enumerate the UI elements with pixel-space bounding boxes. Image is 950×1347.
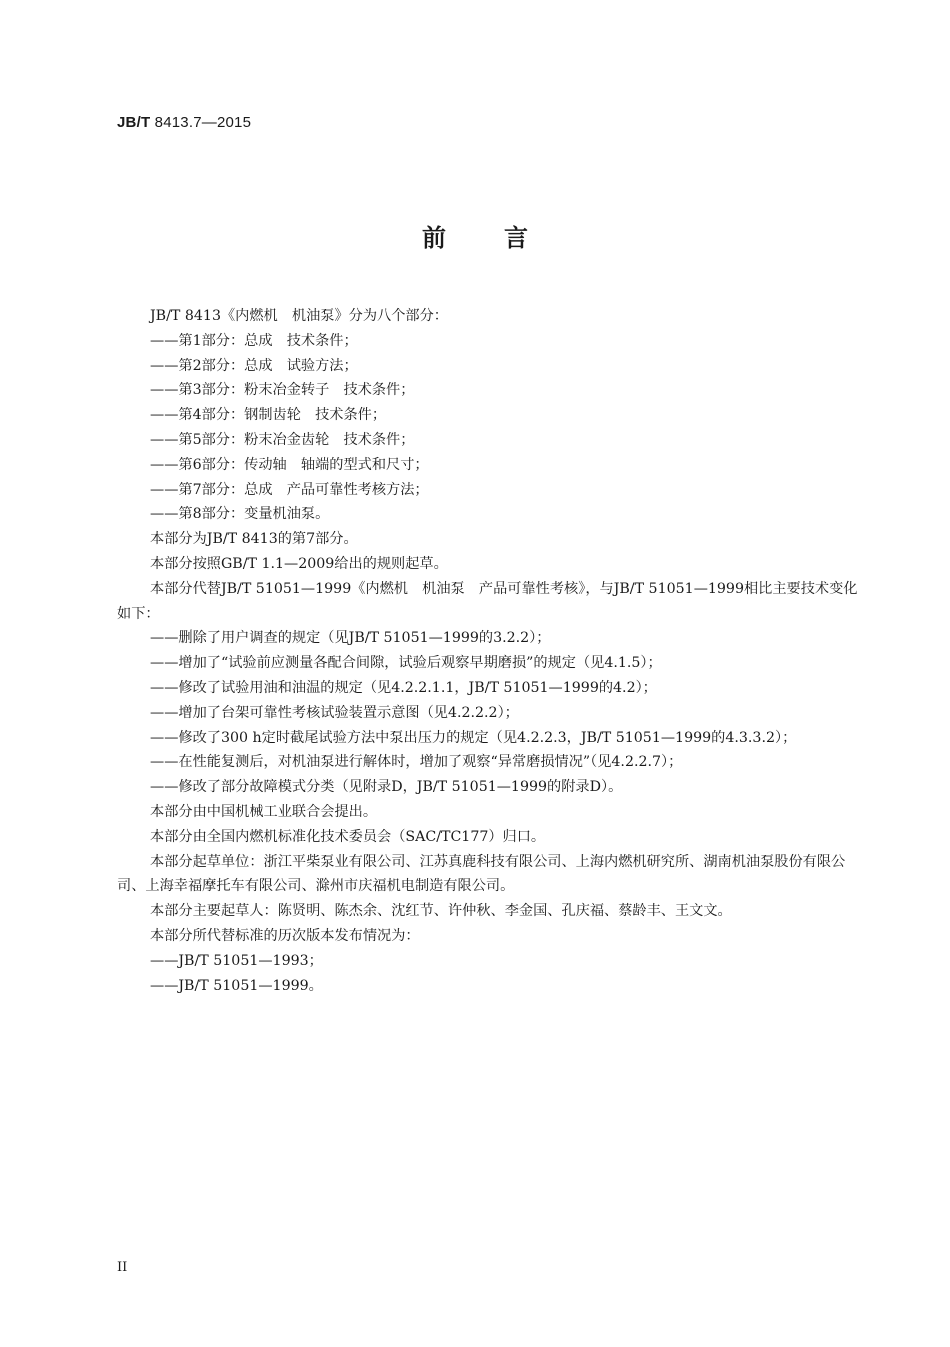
standard-number: 8413.7—2015	[150, 114, 252, 131]
part-item-2: ——第2部分：总成 试验方法；	[150, 357, 358, 374]
foreword-body	[117, 304, 865, 998]
change-item-5: ——修改了300 h定时截尾试验方法中泵出压力的规定（见4.2.2.3，JB/T 51051—1999的4.3.3.2）；	[150, 729, 797, 746]
change-item-3: ——修改了试验用油和油温的规定（见4.2.2.1.1，JB/T 51051—1999的4.2）；	[150, 679, 657, 696]
main-drafters: 本部分主要起草人：陈贤明、陈杰余、沈红节、许仲秋、李金国、孔庆福、蔡龄丰、王文文。	[150, 903, 732, 920]
page-title: 前言	[422, 224, 586, 252]
part-item-7: ——第7部分：总成 产品可靠性考核方法；	[150, 481, 429, 498]
change-item-1: ——删除了用户调查的规定（见JB/T 51051—1999的3.2.2）；	[150, 630, 551, 647]
history-item-2: ——JB/T 51051—1999。	[150, 977, 323, 994]
replacement-statement: 本部分代替JB/T 51051—1999《内燃机 机油泵 产品可靠性考核》，与JB/T 51051—1999相比主要技术变化如下：	[117, 580, 858, 622]
part-item-6: ——第6部分：传动轴 轴端的型式和尺寸；	[150, 456, 429, 473]
part-item-3: ——第3部分：粉末冶金转子 技术条件；	[150, 382, 415, 399]
page-number: II	[117, 1260, 128, 1275]
standard-number-header	[117, 114, 251, 131]
part-item-4: ——第4部分：钢制齿轮 技术条件；	[150, 407, 387, 424]
part-item-5: ——第5部分：粉末冶金齿轮 技术条件；	[150, 431, 415, 448]
standard-prefix: JB/T	[117, 114, 151, 131]
change-item-4: ——增加了台架可靠性考核试验装置示意图（见4.2.2.2）；	[150, 704, 519, 721]
change-item-6: ——在性能复测后，对机油泵进行解体时，增加了观察“异常磨损情况”（见4.2.2.7）；	[150, 754, 683, 771]
centralized-by: 本部分由全国内燃机标准化技术委员会（SAC/TC177）归口。	[150, 828, 546, 845]
drafting-units: 本部分起草单位：浙江平柴泵业有限公司、江苏真鹿科技有限公司、上海内燃机研究所、湖南机油泵股份有限公司、上海幸福摩托车有限公司、滁州市庆福机电制造有限公司。	[117, 853, 846, 895]
drafting-rule: 本部分按照GB/T 1.1—2009给出的规则起草。	[150, 555, 448, 572]
parts-intro: JB/T 8413《内燃机 机油泵》分为八个部分：	[150, 308, 448, 324]
proposed-by: 本部分由中国机械工业联合会提出。	[150, 803, 378, 820]
part-statement: 本部分为JB/T 8413的第7部分。	[150, 531, 358, 548]
history-item-1: ——JB/T 51051—1993；	[150, 952, 323, 969]
change-item-2: ——增加了“试验前应测量各配合间隙，试验后观察早期磨损”的规定（见4.1.5）；	[150, 655, 662, 672]
part-item-8: ——第8部分：变量机油泵。	[150, 506, 330, 523]
history-intro: 本部分所代替标准的历次版本发布情况为：	[150, 927, 420, 944]
part-item-1: ——第1部分：总成 技术条件；	[150, 332, 358, 349]
change-item-7: ——修改了部分故障模式分类（见附录D，JB/T 51051—1999的附录D）。	[150, 779, 623, 796]
